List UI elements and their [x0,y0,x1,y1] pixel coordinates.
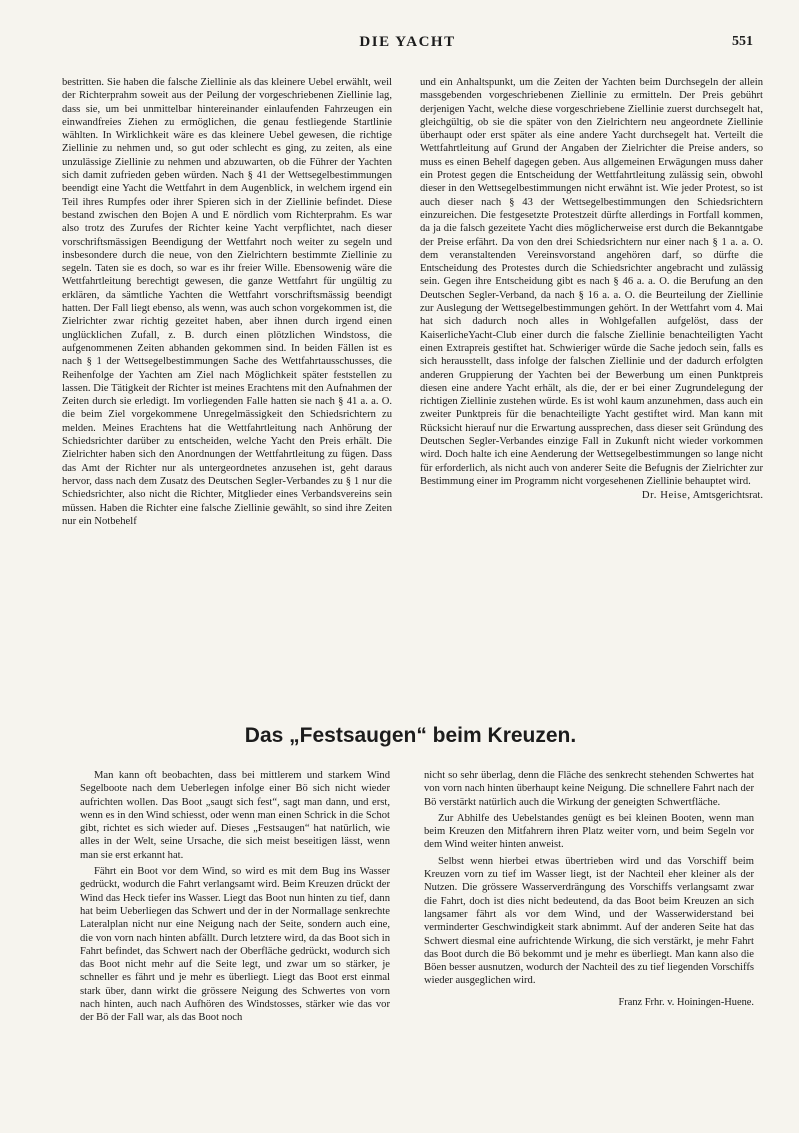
journal-title: DIE YACHT [359,34,456,50]
paragraph: bestritten. Sie haben die falsche Ziellinie als das kleinere Uebel erwählt, weil der Richterprahm soweit aus der Peilung der vorgeschriebenen Ziellinie lag, dass sie, um bei unmittelbar hintereinander einlaufenden Fahrzeugen ein einwandfreies Ziehen zu ermöglichen, die genau festliegende Startlinie wählten. In Wirklichkeit wäre es das kleinere Uebel gewesen, die richtige Ziellinie zu nehmen und, so gut oder schlecht es ging, zu zeiten, als eine unzulässige Ziellinie zu nehmen und abzuwarten, ob die Führer der Yachten sich damit zufrieden geben würden. Nach § 41 der Wettsegelbestimmungen beendigt eine Yacht die Wettfahrt in dem Augenblick, in welchem irgend ein Teil ihres Rumpfes oder ihrer Spieren sich in der Ziellinie befindet. Diese bestand zwischen den Bojen A und E nördlich vom Richterprahm. Es war also trotz des Zurufes der Richter keine Yacht verpflichtet, nach dieser vorschriftsmässigen Beendigung der Wettfahrt noch weiter zu segeln und insbesondere durch die neue, von den Zielrichtern bestimmte Ziellinie zu segeln. Taten sie es doch, so war es ihr freier Wille. Ebensowenig wäre die Wettfahrtleitung berechtigt gewesen, die ganze Wettfahrt für ungültig zu erklären, da sämtliche Yachten die Wettfahrt vorschriftsmässig beendigt hatten. Der Fall liegt ebenso, als wenn, was auch schon vorgekommen ist, die Zielrichter zwar richtig gezeitet haben, aber ihnen durch irgend einen unglücklichen Zufall, z. B. durch einen plötzlichen Windstoss, die aufgenommenen Zeiten abhanden gekommen sind. In beiden Fällen ist es nach § 1 der Wettsegelbestimmungen Sache des Wettfahrtausschusses, die Reihenfolge der Yachten am Ziel nach Möglichkeit später feststellen zu lassen. Die Tätigkeit der Richter ist meines Erachtens mit den Aufnahmen der Zeiten durch sie erledigt. Im vorliegenden Falle hatten sie nach § 41 a. a. O. die beim Ziel vorgekommene Unregelmässigkeit den Schiedsrichtern zu melden. Meines Erachtens hat die Wettfahrtleitung nach Anhörung der Schiedsrichter darüber zu entscheiden, welche Yacht den Preis erhält. Die Zielrichter haben sich den Anordnungen der Wettfahrtleitung zu fügen. Dass das Amt der Richter nur als untergeordnetes anzusehen ist, geht daraus hervor, dass nach dem Zusatz des Deutschen Segler-Verbandes zu § 1 nur die Schiedsrichter, also nicht die Richter, Mitglieder eines Verbandsvereins sein müssen. Haben die Richter eine falsche Ziellinie gewählt, so sind ihre Zeiten nur ein Notbehelf [62,77,392,527]
paragraph: nicht so sehr überlag, denn die Fläche des senkrecht stehenden Schwertes hat von vorn nach hinten überhaupt keine Neigung. Die schnellere Fahrt nach der Bö verstärkt natürlich auch die Wirkung der geneigten Schwertfläche. [424,770,754,808]
article1-right-column [420,76,763,666]
paragraph: und ein Anhaltspunkt, um die Zeiten der Yachten beim Durchsegeln der allein massgebenden vorgeschriebenen Ziellinie zu ermitteln. Der Preis gebührt derjenigen Yacht, welche diese vorgeschriebene Ziellinie zuerst durchsegelt hat, gleichgültig, ob sie die später von den Zielrichtern neu angeordnete Ziellinie überhaupt oder erst später als eine andere Yacht durchsegelt hat. Verteilt die Wettfahrtleitung auf Grund der Angaben der Zielrichter die Preise anders, so muss es einen Behelf dagegen geben. Aus allgemeinen Erwägungen muss daher ein Protest gegen die Entscheidung der Wettfahrtleitung zulässig sein, obwohl dieser in den Wettsegelbestimmungen nicht erwähnt ist. Wie jeder Protest, so ist auch dieser nach § 43 der Wettsegelbestimmungen den Schiedsrichtern einzureichen. Die festgesetzte Protestzeit dürfte allerdings in Fortfall kommen, da ja die falsch gezeitete Yacht dies möglicherweise erst durch die Bekanntgabe der Preise erfährt. Da von den drei Schiedsrichtern nur einer nach § 1 a. a. O. dem veranstaltenden Vereinsvorstand angehören darf, so dürfte die Entscheidung des Protestes durch die Schiedsrichter angebracht und zulässig sein. Gegen ihre Entscheidung gibt es nach § 46 a. a. O. die Berufung an den Deutschen Segler-Verband, da nach § 16 a. a. O. die Beurteilung der Ziellinie zur Auslegung der Wettsegelbestimmungen gehört. In der Wettfahrt vom 4. Mai hat sich dadurch noch alles in Wohlgefallen aufgelöst, dass der KaiserlicheYacht-Club einer durch die falsche Ziellinie benachteiligten Yacht einen Extrapreis gestiftet hat. Schwieriger würde die Sache jedoch sein, falls es sich herausstellt, dass infolge der falschen Ziellinie und der dadurch erfolgten anderen Gruppierung der Yachten bei der Bewerbung um einen Punktpreis diesen eine andere Yacht erhält, als die, der er bei einer Zugrundelegung der richtigen Ziellinie zustehen würde. Es ist wohl kaum anzunehmen, dass auch ein zweiter Punktpreis für die benachteiligte Yacht gestiftet wird. Man kann mit Rücksicht hierauf nur die Erwartung aussprechen, dass dieser seit Gründung des Deutschen Segler-Verbandes einzige Fall in Zukunft nicht wieder vorkommen wird. Doch halte ich eine Aenderung der Wettsegelbestimmungen so lange nicht für erforderlich, als nicht auch von anderer Seite die Befugnis der Zielrichter zur Bestimmung einer im Programm nicht vorgesehenen Ziellinie behauptet wird. [420,77,763,487]
signature-title: Amtsgerichtsrat. [692,490,763,502]
article2-author: Franz Frhr. v. Hoiningen-Huene. [618,996,754,1008]
signature-name: Dr. Heise, [641,490,691,502]
article2-left-column [80,769,390,1105]
article2-title: Das „Festsaugen“ beim Kreuzen. [244,724,577,747]
paragraph: Man kann oft beobachten, dass bei mittlerem und starkem Wind Segelboote nach dem Ueberlegen infolge einer Bö sich nicht wieder aufrichten wollen. Das Boot „saugt sich fest“, sagt man dann, und erst, wenn es in den Wind schiesst, oder wenn man einen Schrick in die Schot gibt, richtet es sich wieder auf. Dieses „Festsaugen“ hat natürlich, wie alles in der Welt, seine Ursache, die sich meist beseitigen lässt, wenn man sie erst erkannt hat. [80,770,390,861]
article1-signature [420,489,763,502]
paragraph: Selbst wenn hierbei etwas übertrieben wird und das Vorschiff beim Kreuzen vorn zu tief im Wasser liegt, ist der Nachteil eher kleiner als der Nutzen. Die grössere Wasserverdrängung des Vorschiffs verlangsamt zwar die Fahrt, doch ist dies nicht bedeutend, da das Boot beim Kreuzen an sich langsamer fährt als vor dem Wind, und der Wasserwiderstand bei verminderter Geschwindigkeit stark abnimmt. Auf der anderen Seite hat das Schwert diesmal eine aufrichtende Wirkung, die sich verstärkt, je mehr Fahrt das Boot durch die Bö bekommt und je mehr es überliegt. Man kann also die Böen besser ausnutzen, wodurch der Nachteil des zu tief liegenden Vorschiffs wieder ausgeglichen wird. [424,855,754,987]
article1-left-column [62,76,392,660]
page-number: 551 [732,34,753,49]
article2-right-column [424,769,754,1105]
paragraph: Fährt ein Boot vor dem Wind, so wird es mit dem Bug ins Wasser gedrückt, wodurch die Fahrt verlangsamt wird. Beim Kreuzen drückt der Wind das Heck tiefer ins Wasser. Liegt das Boot nun hinten zu tief, dann hat beim Ueberliegen das Schwert und der in der Normallage senkrechte Lateralplan nicht nur eine Neigung nach der Seite, sondern auch eine, die von vorn nach hinten abfällt. Durch letztere wird, da das Boot sich in Fahrt befindet, das Schwert nach der Oberfläche gedrückt, wodurch sich das Boot nicht mehr auf die Seite legt, und zwar um so stärker, je schneller es fährt und je mehr es überliegt. Liegt das Boot erst einmal stark über, dann wirkt die grössere Neigung des Schwertes von vorn nach hinten, auch nach Aufhören des Windstosses, stärker wie das vor der Bö der Fall war, als das Boot noch [80,866,390,1024]
paragraph: Zur Abhilfe des Uebelstandes genügt es bei kleinen Booten, wenn man beim Kreuzen den Mitfahrern ihren Platz weiter vorn, und beim Segeln vor dem Wind weiter hinten anweist. [424,812,754,851]
page-header [62,34,753,56]
